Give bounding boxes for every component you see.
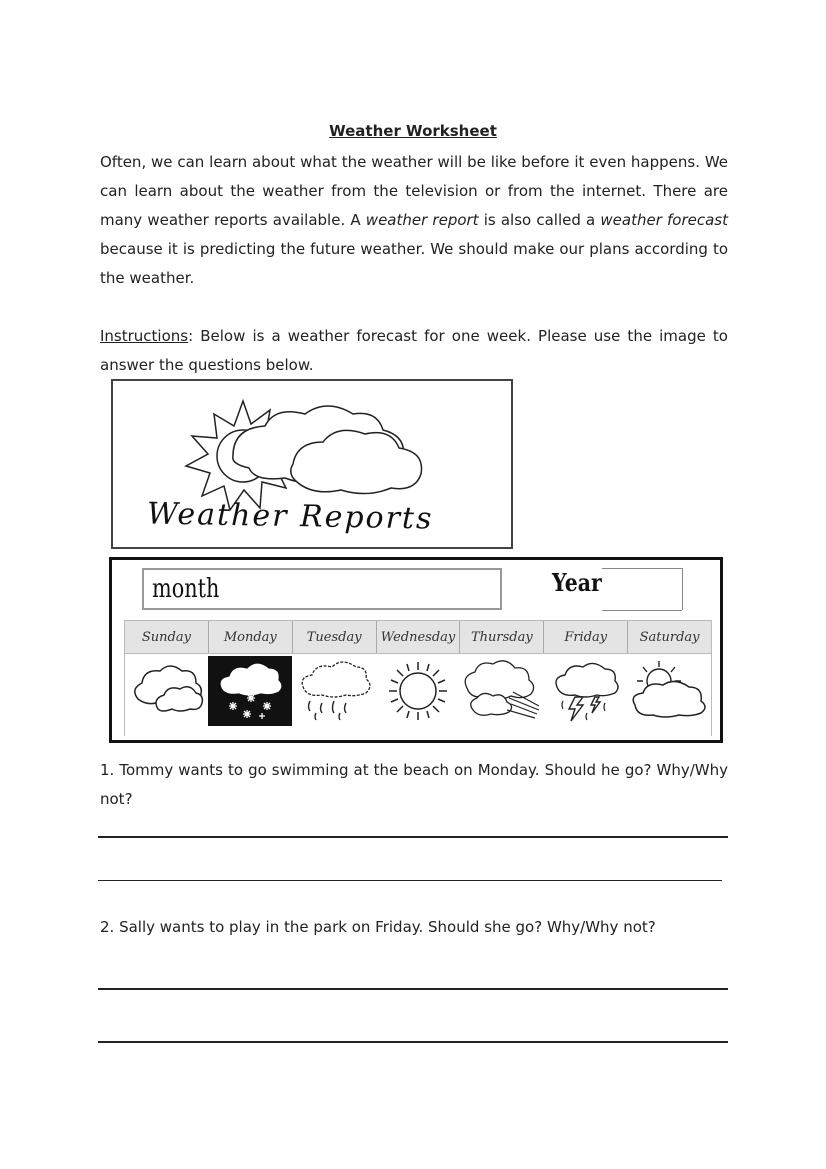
cell-monday: [208, 656, 292, 726]
day-monday: Monday: [209, 621, 293, 653]
wind-icon: [461, 658, 543, 724]
day-friday: Friday: [544, 621, 628, 653]
cell-saturday: [628, 656, 712, 726]
day-thursday: Thursday: [460, 621, 544, 653]
answer-line-1a[interactable]: [98, 836, 728, 838]
cell-thursday: [460, 656, 544, 726]
rain-icon: [296, 659, 372, 723]
question-2: 2. Sally wants to play in the park on Friday. Should she go? Why/Why not?: [100, 918, 656, 936]
year-label: Year: [552, 568, 602, 597]
weekly-forecast: [109, 557, 723, 743]
cell-friday: [544, 656, 628, 726]
snow-icon: [215, 658, 285, 724]
instructions-label: Instructions: [100, 327, 189, 345]
cell-wednesday: [376, 656, 460, 726]
worksheet-title: Weather Worksheet: [329, 122, 497, 140]
day-header-row: [124, 620, 712, 654]
day-sunday: Sunday: [125, 621, 209, 653]
intro-paragraph: Often, we can learn about what the weather will be like before it even happens. We can learn about the weather from the television or from the internet. There are many weather reports available. A weather report is also called a weather forecast because it is predicting the future weather. We should make our plans according to the weather.: [100, 153, 729, 287]
month-field: [142, 568, 502, 610]
day-wednesday: Wednesday: [377, 621, 461, 653]
answer-line-2b[interactable]: [98, 1041, 728, 1043]
question-1: 1. Tommy wants to go swimming at the beach on Monday. Should he go? Why/Why not?: [100, 761, 728, 808]
thunderstorm-icon: [551, 659, 621, 723]
cell-sunday: [124, 656, 208, 726]
cell-tuesday: [292, 656, 376, 726]
day-saturday: Saturday: [639, 629, 700, 645]
term-weather-report: weather report: [365, 211, 479, 229]
weather-reports-title: Weather Reports: [146, 496, 434, 537]
weather-reports-image: [111, 379, 513, 549]
sun-icon: [383, 658, 453, 724]
year-field-border: [602, 568, 682, 569]
weather-icon-row: [124, 656, 712, 726]
year-field-border: [682, 568, 683, 610]
day-tuesday: Tuesday: [293, 621, 377, 653]
year-field-border: [602, 610, 682, 611]
instructions-paragraph: Instructions: Below is a weather forecast for one week. Please use the image to answer the questions below.: [100, 327, 728, 374]
partly-cloudy-icon: [629, 659, 711, 723]
cloudy-icon: [128, 665, 204, 717]
answer-line-2a[interactable]: [98, 988, 728, 990]
answer-line-1b[interactable]: [98, 880, 722, 881]
month-label: month: [152, 574, 220, 604]
term-weather-forecast: weather forecast: [600, 211, 729, 229]
